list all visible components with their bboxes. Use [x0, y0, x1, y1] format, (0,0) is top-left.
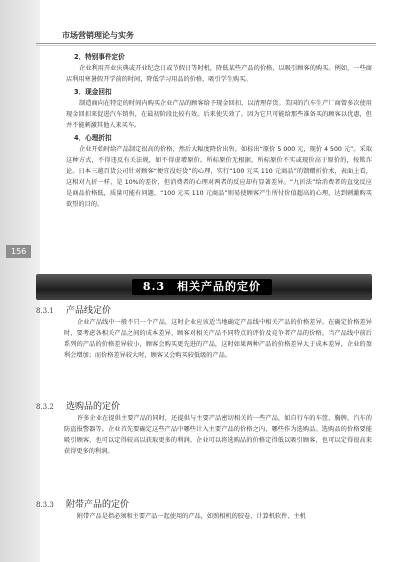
- subsection-psychological-discount: [66, 133, 372, 210]
- paragraph: 许多企业在提供主要产品的同时，还提供与主要产品密切相关的一些产品，如自行车的车筐、胸牌，汽车的防盗报警器等。企业首先要确定这些产品中哪些计入主要产品的价格之内，哪些作为选购品。选购品的价格要能吸引顾客，也可以定得较高以获取更多的利润。企业可以将选购品的价格定得低以吸引顾客，也可以定得很高来获得更多的利润。: [64, 415, 372, 455]
- subsection-special-event: [66, 52, 372, 85]
- subsection-title: 选购品的定价: [66, 402, 121, 412]
- running-header: [36, 30, 376, 44]
- header-rule-secondary: [36, 45, 376, 46]
- paragraph: 企业利用开业庆典或开业纪念日或节假日等时机，降低某些产品的价格，以吸引顾客的购买。例如，一些商店利用寒暑假开学前的时间，降低学习用品的价格，吸引学生购买。: [66, 65, 372, 83]
- paragraph: 企业开始时给产品制定很高的价格，然后大幅度降价出售。如标出“原价 5 000 元，现价 4 500 元”。采取这种方式，不得违反有关法规，如不得虚增原价。所标原价无根据，所标原价不实或现价高于原价的，按欺诈论。日本三越百货公司针对顾客“便宜没好货”的心理，实行“100 元买 110 元商品”的馈赠折价术，表面上看，这相对九折一样，是 10%的差价，但消费者的心理对两者的反应却有显著差异。“九折法”给消费者的直觉反应是商品价格低，质量可能有问题，“100 元买 110 元商品”则易使顾客产生所付价值超高的心理，达到刺激购买欲望的目的。: [66, 146, 372, 208]
- paragraph: 制造商向在特定的时间内购买企业产品的顾客给予现金回扣，以清理存货。美国的汽车生产厂商曾多次使用现金回扣来促进汽车销售，在最初阶段比较有效。后来使失效了。因为它只可能给那些准备买的顾客以优惠，但并不能刺激其他人来买车。: [66, 100, 372, 129]
- top-content: [66, 50, 372, 210]
- book-title: 市场营销理论与实务: [62, 31, 134, 40]
- page-number: 156: [6, 245, 31, 258]
- section-title: 8.3 相关产品的定价: [132, 279, 272, 295]
- subsection-header: [36, 500, 372, 511]
- subsection-heading: 4．心理折扣: [74, 134, 112, 142]
- subsection-number: 8.3.1: [36, 307, 54, 315]
- subsection-title: 附带产品的定价: [66, 500, 130, 510]
- subsection-product-line: [36, 306, 372, 361]
- paragraph: 附带产品是指必须和主要产品一起使用的产品，如照相机的胶卷、计算机软件、主机: [77, 513, 306, 520]
- subsection-heading: 3．现金回扣: [74, 88, 112, 96]
- side-margin-band: [0, 0, 40, 562]
- subsection-number: 8.3.2: [36, 403, 54, 411]
- section-banner: [36, 274, 372, 300]
- subsection-cash-rebate: [66, 87, 372, 131]
- subsection-captive-products: [36, 500, 372, 522]
- subsection-optional-products: [36, 402, 372, 457]
- subsection-heading: 2．特别事件定价: [74, 53, 125, 61]
- subsection-title: 产品线定价: [66, 306, 112, 316]
- subsection-number: 8.3.3: [36, 501, 54, 509]
- header-rule: [36, 43, 376, 44]
- subsection-header: [36, 306, 372, 317]
- subsection-header: [36, 402, 372, 413]
- paragraph: 企业产品线中一般不只一个产品，这时企业应该适当地确定产品线中相关产品的价格差异。在确定价格差异时，要考虑各相关产品之间的成本差异、顾客对相关产品不同特点的评价及竞争者产品的价格。当产品线中前后系列的产品的价格差异较小，顾客会购买更先进的产品，这时如果两种产品的价格差异大于成本差异，企业的盈利会增加；而价格差异较大时，顾客又会购买较低级的产品。: [64, 319, 372, 359]
